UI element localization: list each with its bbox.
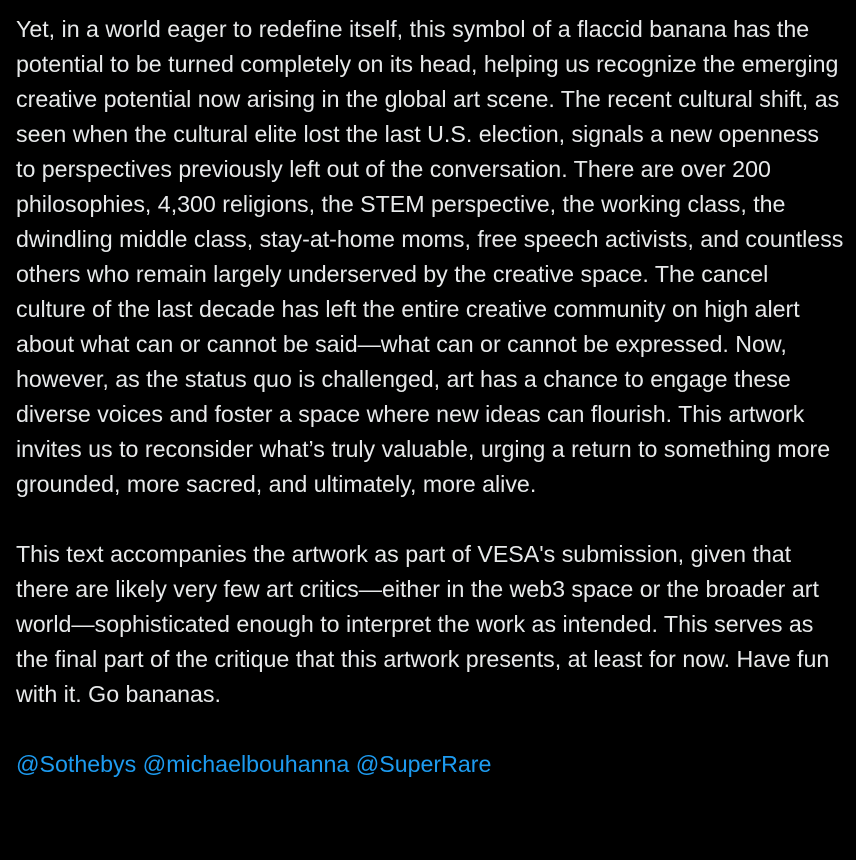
mention-michaelbouhanna-link[interactable]: @michaelbouhanna <box>142 751 350 777</box>
post-paragraph-1: Yet, in a world eager to redefine itself, this symbol of a flaccid banana has the potential to be turned completely on its head, helping us recognize the emerging creative potential now arising in the global art scene. The recent cultural shift, as seen when the cultural elite lost the last U.S. election, signals a new openness to perspectives previously left out of the conversation. There are over 200 philosophies, 4,300 religions, the STEM perspective, the working class, the dwindling middle class, stay-at-home moms, free speech activists, and countless others who remain largely underserved by the creative space. The cancel culture of the last decade has left the entire creative community on high alert about what can or cannot be said—what can or cannot be expressed. Now, however, as the status quo is challenged, art has a chance to engage these diverse voices and foster a space where new ideas can flourish. This artwork invites us to reconsider what’s truly valuable, urging a return to something more grounded, more sacred, and ultimately, more alive. <box>16 16 844 497</box>
mention-sothebys-link[interactable]: @Sothebys <box>16 751 137 777</box>
paragraph-spacer <box>16 712 844 747</box>
paragraph-spacer <box>16 502 844 537</box>
mention-superrare-link[interactable]: @SuperRare <box>355 751 492 777</box>
post-paragraph-2: This text accompanies the artwork as part of VESA's submission, given that there are likely very few art critics—either in the web3 space or the broader art world—sophisticated enough to interpret the work as intended. This serves as the final part of the critique that this artwork presents, at least for now. Have fun with it. Go bananas. <box>16 541 830 707</box>
post-body <box>16 12 844 782</box>
mentions-line <box>16 747 844 782</box>
